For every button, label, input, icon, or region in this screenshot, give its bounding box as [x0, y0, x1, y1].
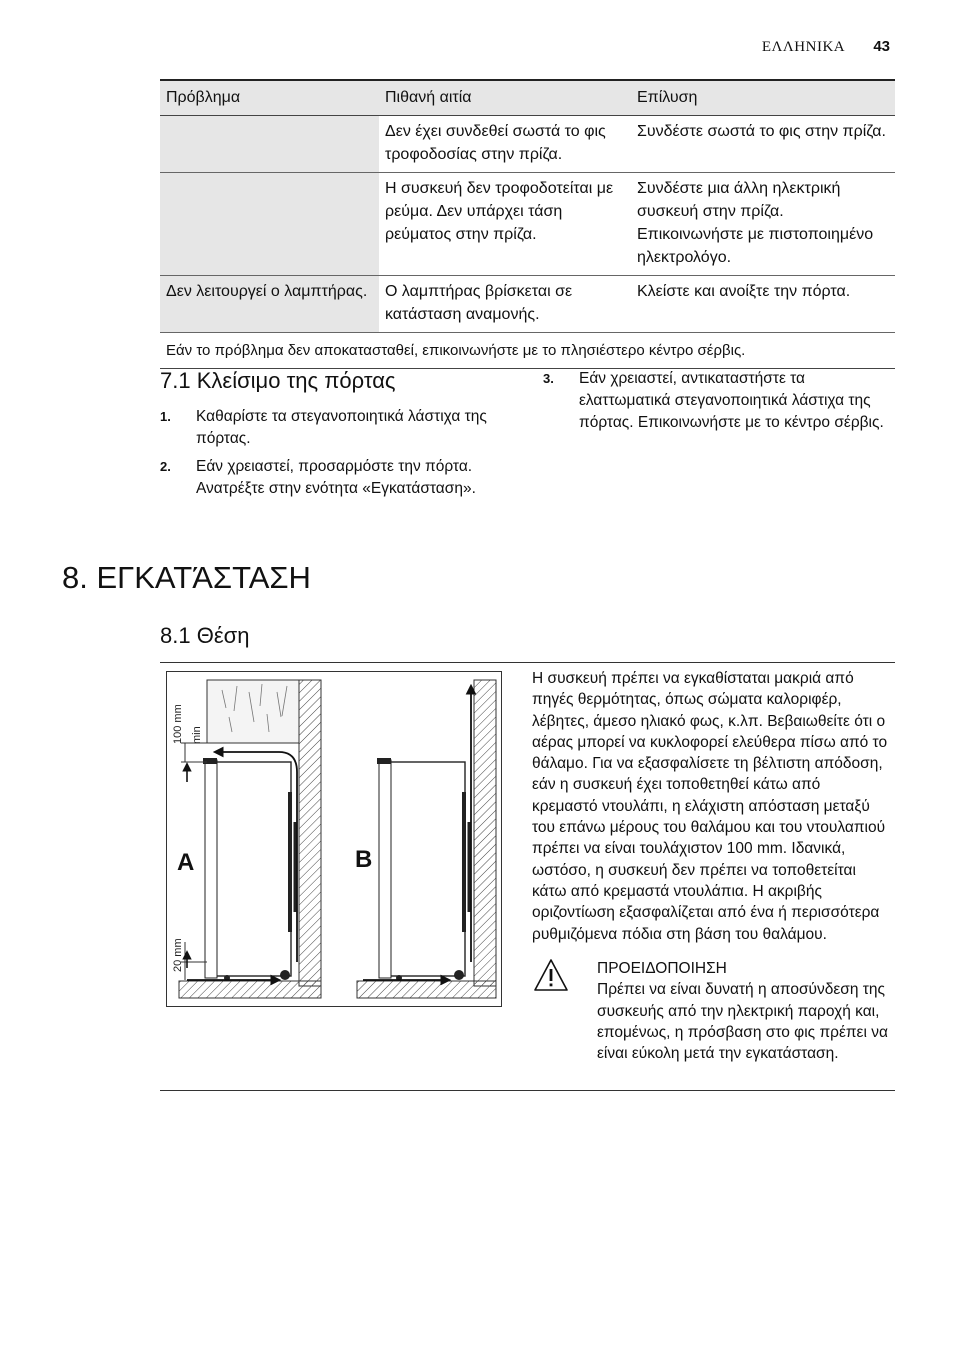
chapter-8-heading	[62, 560, 311, 596]
wall-a	[299, 680, 321, 986]
table-cell-problem: Δεν λειτουργεί ο λαμπτήρας.	[160, 276, 379, 333]
table-row	[160, 276, 895, 333]
col-header-problem: Πρόβλημα	[160, 80, 379, 116]
figure-label-b: B	[355, 846, 373, 873]
table-cell-solution: Κλείστε και ανοίξτε την πόρτα.	[631, 276, 895, 333]
floor-b	[357, 981, 496, 998]
section-top-rule	[160, 662, 895, 663]
step-number: 3.	[543, 371, 554, 386]
table-row	[160, 116, 895, 173]
section-number: 7.1	[160, 368, 191, 393]
location-paragraph: Η συσκευή πρέπει να εγκαθίσταται μακριά από πηγές θερμότητας, όπως σώματα καλοριφέρ, λέβητες, άμεσο ηλιακό φως, κ.λπ. Βεβαιωθείτε ότι ο αέρας μπορεί να κυκλοφορεί ελεύθερα πίσω από το θάλαμο. Για να εξασφαλίσετε τη βέλτιστη απόδοση, εάν η συσκευή έχει τοποθετηθεί κάτω από κρεμαστό ντουλάπι, η ελάχιστη απόσταση μεταξύ του επάνω μέρους του θαλάμου και του ντουλαπιού πρέπει να είναι τουλάχιστον 100 mm. Ιδανικά, ωστόσο, η συσκευή δεν πρέπει να τοποθετείται κάτω από κρεμαστά ντουλάπια. Η ακριβής οριζοντίωση εξασφαλίζεται από ένα ή περισσότερα ρυθμιζόμενα πόδια στη βάση του θαλάμου.	[532, 670, 888, 943]
figure-a	[172, 680, 321, 998]
table-row	[160, 173, 895, 276]
dim-top-label: 100 mm	[172, 704, 184, 744]
col-header-cause: Πιθανή αιτία	[379, 80, 631, 116]
fridge-a	[215, 762, 291, 976]
warning-title: ΠΡΟΕΙΔΟΠΟΙΗΣΗ	[597, 960, 727, 977]
section-title: Κλείσιμο της πόρτας	[196, 368, 396, 393]
table-note-row	[160, 333, 895, 369]
wall-cabinet	[207, 680, 299, 743]
fridge-b-door	[379, 760, 391, 978]
section-bottom-rule	[160, 1090, 895, 1091]
warning-text: Πρέπει να είναι δυνατή η αποσύνδεση της συσκευής από την ηλεκτρική παροχή και, επομένως, η πρόσβαση στο φις πρέπει να είναι εύκολη μετά την εγκατάσταση.	[597, 981, 888, 1063]
table-footer-note: Εάν το πρόβλημα δεν αποκατασταθεί, επικοινωνήστε με το πλησιέστερο κέντρο σέρβις.	[160, 333, 895, 369]
step-number: 2.	[160, 459, 171, 474]
step-text: Καθαρίστε τα στεγανοποιητικά λάστιχα της πόρτας.	[196, 408, 487, 447]
header-language: ΕΛΛΗΝΙΚΑ	[761, 39, 846, 55]
step-number: 1.	[160, 409, 171, 424]
list-item	[160, 456, 510, 500]
chapter-number: 8.	[62, 560, 88, 595]
door-steps-list	[160, 406, 510, 506]
door-steps-list-continued	[543, 368, 898, 440]
troubleshooting-table	[160, 79, 895, 369]
table-cell-problem	[160, 173, 379, 276]
table-cell-cause: Δεν έχει συνδεθεί σωστά το φις τροφοδοσίας στην πρίζα.	[379, 116, 631, 173]
list-item	[543, 368, 898, 434]
wall-b	[474, 680, 496, 986]
chapter-title: ΕΓΚΑΤΆΣΤΑΣΗ	[96, 560, 311, 595]
installation-clearance-figure	[166, 671, 502, 1007]
section-7-1-heading	[160, 368, 396, 394]
table-cell-solution: Συνδέστε σωστά το φις στην πρίζα.	[631, 116, 895, 173]
floor-a	[179, 981, 321, 998]
list-item	[160, 406, 510, 450]
table-cell-cause: Η συσκευή δεν τροφοδοτείται με ρεύμα. Δεν υπάρχει τάση ρεύματος στην πρίζα.	[379, 173, 631, 276]
section-title: Θέση	[196, 623, 250, 648]
figure-b	[355, 680, 496, 998]
page-number: 43	[873, 38, 890, 55]
col-header-solution: Επίλυση	[631, 80, 895, 116]
figure-label-a: A	[177, 849, 195, 876]
dim-bottom-label: 20 mm	[172, 938, 184, 972]
fridge-a-door	[205, 760, 217, 978]
step-text: Εάν χρειαστεί, προσαρμόστε την πόρτα. Ανατρέξτε στην ενότητα «Εγκατάσταση».	[196, 458, 476, 497]
section-number: 8.1	[160, 623, 191, 648]
section-8-1-heading	[160, 623, 249, 649]
table-header-row	[160, 80, 895, 116]
warning-icon	[532, 957, 570, 993]
page-header	[762, 38, 890, 56]
step-text: Εάν χρειαστεί, αντικαταστήστε τα ελαττωματικά στεγανοποιητικά λάστιχα της πόρτας. Επικοινωνήστε με το κέντρο σέρβις.	[579, 370, 884, 431]
table-cell-solution: Συνδέστε μια άλλη ηλεκτρική συσκευή στην πρίζα. Επικοινωνήστε με πιστοποιημένο ηλεκτρολόγο.	[631, 173, 895, 276]
fridge-a-hinge	[203, 758, 217, 764]
dim-top-min-label: min	[191, 726, 203, 744]
fridge-b	[389, 762, 465, 976]
warning-box	[597, 958, 897, 1064]
table-cell-cause: Ο λαμπτήρας βρίσκεται σε κατάσταση αναμονής.	[379, 276, 631, 333]
clearance-diagram	[167, 672, 501, 1006]
table-cell-problem	[160, 116, 379, 173]
